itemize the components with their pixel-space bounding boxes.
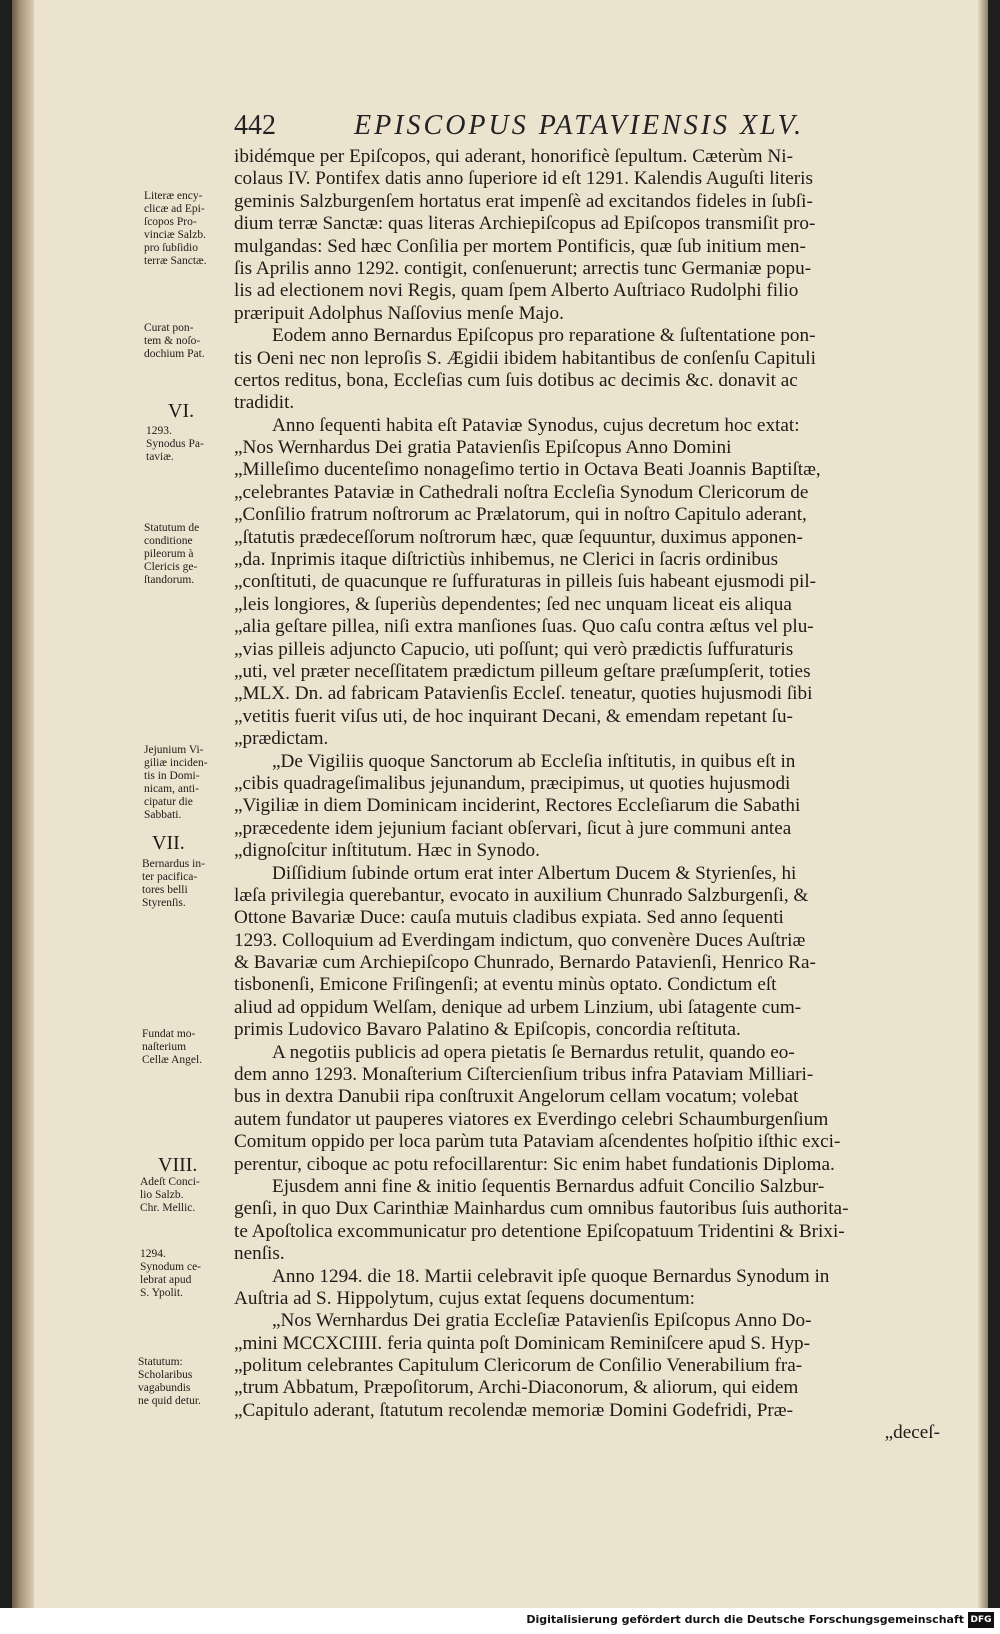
margin-note-1294 bbox=[140, 1248, 226, 1300]
margin-line: 1294. bbox=[140, 1248, 166, 1260]
text-line: perentur, ciboque ac potu refocillarentur: Sic enim habet fundationis Diploma. bbox=[234, 1153, 835, 1175]
margin-line: Chr. Mellic. bbox=[140, 1202, 196, 1214]
text-line: „Capitulo aderant, ſtatutum recolendæ memoriæ Domini Godefridi, Præ- bbox=[234, 1399, 793, 1421]
text-line: tradidit. bbox=[234, 392, 295, 414]
text-line: „Conſilio fratrum noſtrorum ac Prælatorum, qui in noſtro Capitulo aderant, bbox=[234, 504, 807, 526]
margin-line: vagabundis bbox=[138, 1382, 191, 1394]
text-line: præripuit Adolphus Naſſovius menſe Majo. bbox=[234, 302, 564, 324]
text-line: „trum Abbatum, Præpoſitorum, Archi-Diaconorum, & aliorum, qui eidem bbox=[234, 1377, 799, 1399]
margin-note-statutum bbox=[144, 522, 230, 587]
running-head: EPISCOPUS PATAVIENSIS XLV. bbox=[354, 110, 805, 141]
margin-line: Clericis ge- bbox=[144, 561, 198, 573]
text-line: „politum celebrantes Capitulum Clericorum de Conſilio Venerabilium fra- bbox=[234, 1355, 803, 1377]
dfg-logo: DFG bbox=[968, 1612, 994, 1628]
text-line: Diſſidium ſubinde ortum erat inter Albertum Ducem & Styrienſes, hi bbox=[272, 862, 797, 884]
margin-note-adest bbox=[140, 1176, 226, 1215]
margin-note-bernardus bbox=[142, 858, 228, 910]
text-line: A negotiis publicis ad opera pietatis ſe Bernardus retulit, quando eo- bbox=[272, 1041, 795, 1063]
margin-line: Fundat mo- bbox=[142, 1028, 196, 1040]
margin-line: pro ſubſidio bbox=[144, 242, 198, 254]
footer-credit: Digitalisierung gefördert durch die Deutsche Forschungsgemeinschaft bbox=[526, 1613, 964, 1626]
text-line: Eodem anno Bernardus Epiſcopus pro reparatione & ſuſtentatione pon- bbox=[272, 325, 816, 347]
margin-line: lebrat apud bbox=[140, 1274, 192, 1286]
main-text bbox=[234, 146, 940, 1445]
page-gutter bbox=[12, 0, 34, 1608]
text-line: „leis longiores, & ſuperiùs dependentes; ſed nec unquam liceat eis aliqua bbox=[234, 593, 792, 615]
text-line: „De Vigiliis quoque Sanctorum ab Eccleſia inſtitutis, in quibus eſt in bbox=[272, 750, 796, 772]
text-line: „alia geſtare pillea, niſi extra manſiones ſuas. Quo caſu contra æſtus vel plu- bbox=[234, 616, 814, 638]
text-line: aliud ad oppidum Welſam, denique ad urbem Linzium, ubi ſatagente cum- bbox=[234, 996, 802, 1018]
margin-line: nicam, anti- bbox=[144, 783, 199, 795]
margin-note-literae bbox=[144, 190, 230, 268]
page-edge bbox=[978, 0, 988, 1608]
text-line: certos reditus, bona, Eccleſias cum ſuis dotibus ac decimis &c. donavit ac bbox=[234, 369, 798, 391]
section-number-vii bbox=[152, 832, 185, 855]
margin-line: Jejunium Vi- bbox=[144, 744, 204, 756]
text-line: Anno 1294. die 18. Martii celebravit ipſe quoque Bernardus Synodum in bbox=[272, 1265, 830, 1287]
text-line: te Apoſtolica excommunicatur pro detentione Epiſcopatuum Tridentini & Brixi- bbox=[234, 1220, 845, 1242]
margin-line: ter pacifica- bbox=[142, 871, 198, 883]
margin-line: tores belli bbox=[142, 884, 188, 896]
margin-note-curat bbox=[144, 322, 230, 361]
margin-line: Cellæ Angel. bbox=[142, 1054, 203, 1066]
text-line: „Vigiliæ in diem Dominicam inciderint, Rectores Eccleſiarum die Sabathi bbox=[234, 795, 801, 817]
margin-line: cipatur die bbox=[144, 796, 193, 808]
text-line: tisbonenſi, Emicone Friſingenſi; at eventu minùs optato. Condictum eſt bbox=[234, 974, 777, 996]
text-line: Ejusdem anni fine & initio ſequentis Bernardus adfuit Concilio Salzbur- bbox=[272, 1175, 825, 1197]
margin-line: pileorum à bbox=[144, 548, 194, 560]
margin-line: VIII. bbox=[158, 1154, 198, 1176]
margin-line: Literæ ency- bbox=[144, 190, 203, 202]
text-line: bus in dextra Danubii ripa conſtruxit Angelorum cellam vocatum; volebat bbox=[234, 1086, 799, 1108]
margin-line: Synodus Pa- bbox=[146, 438, 204, 450]
text-line: „celebrantes Pataviæ in Cathedrali noſtra Eccleſia Synodum Clericorum de bbox=[234, 481, 809, 503]
text-line: ſis Aprilis anno 1292. contigit, conſenuerunt; arrectis tunc Germaniæ popu- bbox=[234, 257, 812, 279]
text-line: læſa privilegia querebantur, evocato in auxilium Chunrado Salzburgenſi, & bbox=[234, 884, 809, 906]
margin-line: Bernardus in- bbox=[142, 858, 205, 870]
text-line: Anno ſequenti habita eſt Pataviæ Synodus, cujus decretum hoc extat: bbox=[272, 414, 800, 436]
text-line: tis Oeni nec non leproſis S. Ægidii ibidem habitantibus de conſenſu Capituli bbox=[234, 347, 816, 369]
book-page bbox=[12, 0, 988, 1608]
margin-line: clicæ ad Epi- bbox=[144, 203, 205, 215]
text-line: „conſtituti, de quacunque re ſuffuraturas in pilleis ſuis habeant ejusmodi pil- bbox=[234, 571, 817, 593]
margin-line: tem & noſo- bbox=[144, 335, 201, 347]
margin-line: terræ Sanctæ. bbox=[144, 255, 207, 267]
text-line: „uti, vel præter neceſſitatem prædictum pilleum geſtare præſumpſerit, toties bbox=[234, 660, 811, 682]
text-line: colaus IV. Pontifex datis anno ſuperiore id eſt 1291. Kalendis Auguſti literis bbox=[234, 168, 813, 190]
margin-line: VI. bbox=[168, 400, 195, 422]
text-line: „deceſ- bbox=[884, 1422, 940, 1444]
section-number-vi bbox=[168, 400, 194, 423]
text-line: „MLX. Dn. ad fabricam Patavienſis Eccleſ. teneatur, quoties hujusmodi ſibi bbox=[234, 683, 813, 705]
text-line: nenſis. bbox=[234, 1243, 285, 1265]
text-line: „ſtatutis prædeceſſorum noſtrorum hæc, quæ ſequuntur, duximus apponen- bbox=[234, 526, 803, 548]
page-header bbox=[234, 110, 934, 146]
text-line: „vetitis fuerit viſus uti, de hoc inquirant Decani, & emendam repetant ſu- bbox=[234, 705, 793, 727]
margin-line: S. Ypolit. bbox=[140, 1287, 183, 1299]
text-line: geminis Salzburgenſem hortatus erat impenſè ad excitandos fideles in ſubſi- bbox=[234, 190, 813, 212]
text-line: dium terræ Sanctæ: quas literas Archiepiſcopus ad Epiſcopos transmiſit pro- bbox=[234, 213, 816, 235]
margin-line: Scholaribus bbox=[138, 1369, 193, 1381]
margin-line: vinciæ Salzb. bbox=[144, 229, 206, 241]
margin-line: lio Salzb. bbox=[140, 1189, 184, 1201]
text-line: mulgandas: Sed hæc Conſilia per mortem Pontificis, quæ ſub initium men- bbox=[234, 235, 806, 257]
page-number: 442 bbox=[234, 110, 276, 141]
text-line: „cibis quadrageſimalibus jejunandum, præcipimus, ut quoties hujusmodi bbox=[234, 772, 791, 794]
margin-line: Styrenſis. bbox=[142, 897, 186, 909]
text-line: „dignoſcitur inſtitutum. Hæc in Synodo. bbox=[234, 840, 540, 862]
margin-line: Synodum ce- bbox=[140, 1261, 202, 1273]
text-line: Comitum oppido per loca parùm tuta Pataviam aſcendentes hoſpitio iſthic exci- bbox=[234, 1131, 841, 1153]
margin-line: Adeſt Conci- bbox=[140, 1176, 200, 1188]
text-line: genſi, in quo Dux Carinthiæ Mainhardus cum omnibus fautoribus ſuis authorita- bbox=[234, 1198, 849, 1220]
margin-line: conditione bbox=[144, 535, 193, 547]
margin-note-fundat bbox=[142, 1028, 228, 1067]
margin-line: Curat pon- bbox=[144, 322, 194, 334]
text-line: „Nos Wernhardus Dei gratia Eccleſiæ Patavienſis Epiſcopus Anno Do- bbox=[272, 1310, 812, 1332]
margin-line: Sabbati. bbox=[144, 809, 182, 821]
margin-note-statutum2 bbox=[138, 1356, 224, 1408]
footer-bar bbox=[0, 1608, 1000, 1634]
margin-line: tis in Domi- bbox=[144, 770, 200, 782]
text-line: dem anno 1293. Monaſterium Ciſtercienſium tribus infra Pataviam Milliari- bbox=[234, 1064, 814, 1086]
text-line: ibidémque per Epiſcopos, qui aderant, honorificè ſepultum. Cæterùm Ni- bbox=[234, 146, 793, 167]
margin-line: ſcopos Pro- bbox=[144, 216, 197, 228]
margin-line: Statutum de bbox=[144, 522, 200, 534]
margin-line: naſterium bbox=[142, 1041, 187, 1053]
margin-note-jejunium bbox=[144, 744, 230, 822]
margin-line: VII. bbox=[152, 832, 185, 854]
text-line: „prædictam. bbox=[234, 728, 329, 750]
margin-line: ſtandorum. bbox=[144, 574, 195, 586]
text-line: „vias pilleis adjuncto Capucio, uti poſſunt; qui verò prædictis ſuffuraturis bbox=[234, 638, 794, 660]
text-line: & Bavariæ cum Archiepiſcopo Chunrado, Bernardo Patavienſi, Henrico Ra- bbox=[234, 952, 816, 974]
text-line: „mini MCCXCIIII. feria quinta poſt Dominicam Reminiſcere apud S. Hyp- bbox=[234, 1332, 811, 1354]
margin-line: dochium Pat. bbox=[144, 348, 205, 360]
text-line: 1293. Colloquium ad Everdingam indictum, quo convenère Duces Auſtriæ bbox=[234, 929, 806, 951]
margin-line: 1293. bbox=[146, 425, 172, 437]
section-number-viii bbox=[158, 1154, 197, 1177]
text-line: Auſtria ad S. Hippolytum, cujus extat ſequens documentum: bbox=[234, 1287, 695, 1309]
text-line: autem fundator ut pauperes viatores ex Everdingo celebri Schaumburgenſium bbox=[234, 1108, 829, 1130]
margin-line: ne quid detur. bbox=[138, 1395, 201, 1407]
text-line: „præcedente idem jejunium faciant obſervari, ſicut à jure communi antea bbox=[234, 817, 792, 839]
margin-line: taviæ. bbox=[146, 451, 174, 463]
margin-line: giliæ inciden- bbox=[144, 757, 208, 769]
text-line: „da. Inprimis itaque diſtrictiùs inhibemus, ne Clerici in ſacris ordinibus bbox=[234, 549, 779, 571]
text-line: „Nos Wernhardus Dei gratia Patavienſis Epiſcopus Anno Domini bbox=[234, 437, 732, 459]
text-line: „Milleſimo ducenteſimo nonageſimo tertio in Octava Beati Joannis Baptiſtæ, bbox=[234, 459, 821, 481]
text-line: Ottone Bavariæ Duce: cauſa mutuis cladibus expiata. Sed anno ſequenti bbox=[234, 907, 784, 929]
text-line: lis ad electionem novi Regis, quam ſpem Alberto Auſtriaco Rudolphi filio bbox=[234, 280, 799, 302]
margin-line: Statutum: bbox=[138, 1356, 183, 1368]
text-line: primis Ludovico Bavaro Palatino & Epiſcopis, concordia reſtituta. bbox=[234, 1019, 741, 1041]
margin-note-synodus bbox=[146, 425, 232, 464]
